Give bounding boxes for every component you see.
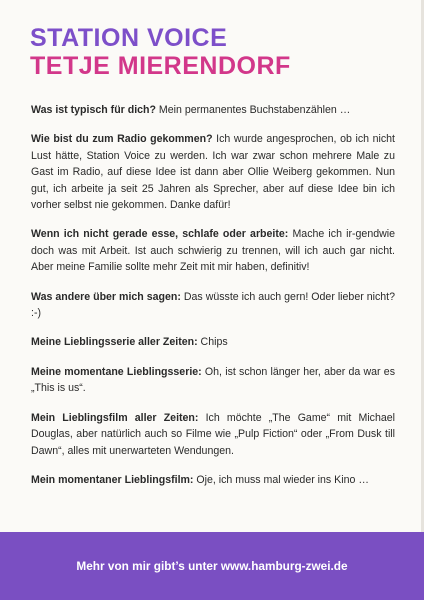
answer: Das wüsste ich auch gern! Oder lieber nicht? :-) [31, 290, 395, 320]
qa-item [31, 289, 395, 322]
answer: Mache ich ir-gendwie doch was mit Arbeit. Ist auch schwierig zu trennen, will ich auch gar nicht. Aber meine Familie sollte mehr Zeit mit mir haben, definitiv! [31, 228, 396, 274]
footer-banner [0, 532, 424, 600]
answer: Oje, ich muss mal wieder ins Kino … [193, 473, 369, 486]
footer-text: Mehr von mir gibt’s unter www.hamburg-zwei.de [76, 559, 348, 573]
question: Wie bist du zum Radio gekommen? [31, 133, 213, 146]
qa-item [31, 102, 395, 118]
answer: Chips [197, 336, 228, 349]
qa-item [31, 334, 395, 350]
answer: Ich wurde angesprochen, ob ich nicht Lust hätte, Station Voice zu werden. Ich war zwar schon mehrere Male zu Gast im Radio, auf diese Idee ist dann aber Ollie Weiberg gekommen. Nun gut, ich arbeite ja seit 25 Jahren als Sprecher, aber auf diese Idee bin ich vorher selbst nie gekommen. Danke dafür! [31, 133, 395, 212]
question: Meine Lieblingsserie aller Zeiten: [31, 336, 198, 349]
header [30, 24, 291, 80]
answer: Ich möchte „The Game“ mit Michael Douglas, aber natürlich auch so Filme wie „Pulp Fiction“ oder „From Dusk till Dawn“, alles mit unerwarteten Wendungen. [31, 411, 395, 457]
question: Wenn ich nicht gerade esse, schlafe oder arbeite: [31, 228, 289, 241]
interview-content [31, 102, 395, 501]
qa-item [31, 410, 395, 459]
answer: Oh, ist schon länger her, aber da war es „This is us“. [31, 365, 395, 395]
qa-item [31, 364, 395, 397]
qa-item [31, 472, 395, 488]
title-station-voice: STATION VOICE [30, 24, 228, 52]
answer: Mein permanentes Buchstabenzählen … [155, 104, 351, 116]
question: Mein Lieblingsfilm aller Zeiten: [31, 411, 199, 424]
question: Meine momentane Lieblingsserie: [31, 365, 202, 378]
qa-item [31, 131, 395, 213]
question: Mein momentaner Lieblingsfilm: [31, 473, 194, 486]
question: Was ist typisch für dich? [31, 104, 156, 116]
question: Was andere über mich sagen: [31, 290, 181, 303]
qa-item [31, 226, 395, 275]
title-name: TETJE MIERENDORF [30, 52, 291, 80]
